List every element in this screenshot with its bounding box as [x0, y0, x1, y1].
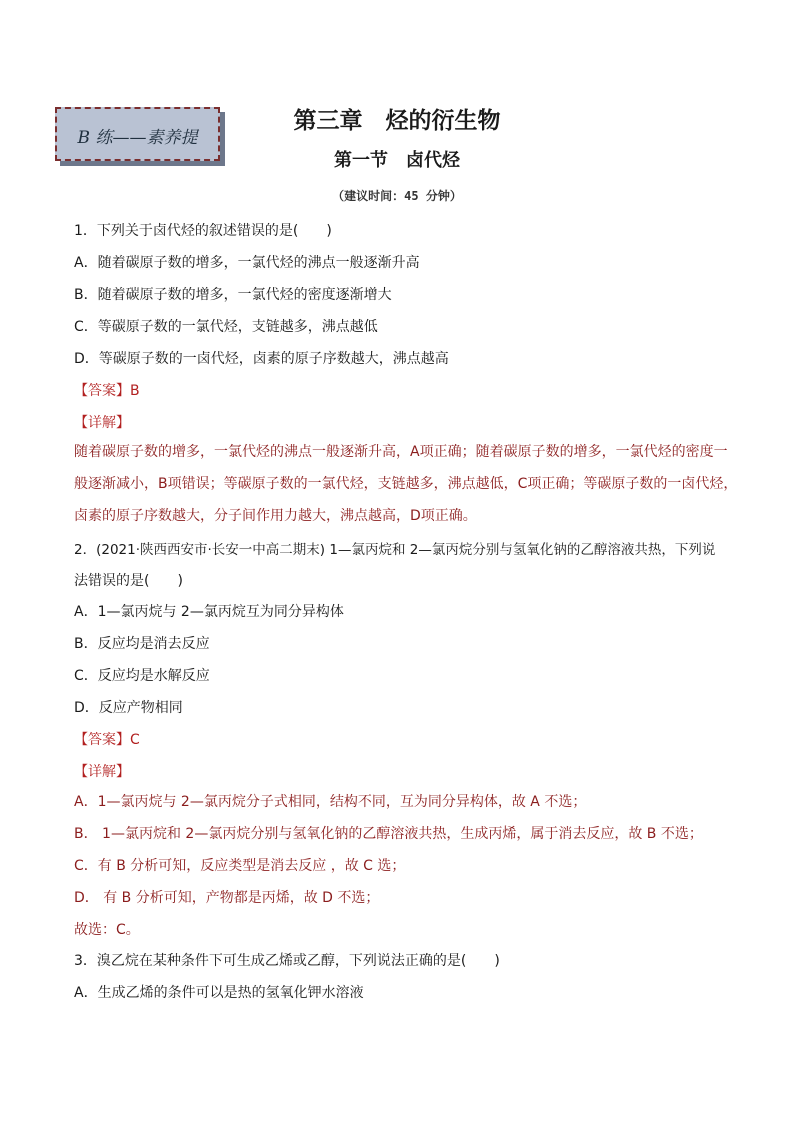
q2-option-c: C．反应均是水解反应 — [74, 668, 210, 684]
q1-explanation-line: 随着碳原子数的增多，一氯代烃的沸点一般逐渐升高，A项正确；随着碳原子数的增多，一氯代烃的密度一 — [74, 444, 728, 460]
badge-text: B 练——素养提 — [77, 128, 198, 148]
q2-option-d: D．反应产物相同 — [74, 700, 183, 716]
suggested-time: （建议时间：45 分钟） — [332, 189, 462, 203]
q1-stem: 1．下列关于卤代烃的叙述错误的是( ) — [74, 223, 332, 239]
q3-stem: 3．溴乙烷在某种条件下可生成乙烯或乙醇，下列说法正确的是( ) — [74, 953, 500, 969]
q2-answer: 【答案】C — [74, 732, 140, 748]
q2-stem-line1: 2．(2021·陕西西安市·长安一中高二期末) 1—氯丙烷和 2—氯丙烷分别与氢氧化钠的乙醇溶液共热，下列说 — [74, 542, 716, 558]
q1-option-b: B．随着碳原子数的增多，一氯代烃的密度逐渐增大 — [74, 287, 392, 303]
q2-explanation-line: C．有 B 分析可知，反应类型是消去反应 ，故 C 选； — [74, 858, 406, 874]
q2-stem-line2: 法错误的是( ) — [74, 573, 183, 589]
q2-explanation-line: A．1—氯丙烷与 2—氯丙烷分子式相同，结构不同，互为同分异构体，故 A 不选； — [74, 794, 587, 810]
q2-explanation-line: D． 有 B 分析可知，产物都是丙烯，故 D 不选； — [74, 890, 380, 906]
q1-option-a: A．随着碳原子数的增多，一氯代烃的沸点一般逐渐升高 — [74, 255, 420, 271]
q1-answer: 【答案】B — [74, 383, 140, 399]
q2-explanation-line: B． 1—氯丙烷和 2—氯丙烷分别与氢氧化钠的乙醇溶液共热，生成丙烯，属于消去反应，故 B 不选； — [74, 826, 703, 842]
section-title: 第一节 卤代烃 — [334, 150, 460, 171]
q2-explanation — [74, 786, 724, 946]
q2-option-b: B．反应均是消去反应 — [74, 636, 210, 652]
q1-detail-label: 【详解】 — [74, 415, 130, 431]
q2-explanation-line: 故选：C。 — [74, 922, 140, 938]
q1-option-d: D．等碳原子数的一卤代烃，卤素的原子序数越大，沸点越高 — [74, 351, 449, 367]
q2-option-a: A．1—氯丙烷与 2—氯丙烷互为同分异构体 — [74, 604, 344, 620]
q1-option-c: C．等碳原子数的一氯代烃，支链越多，沸点越低 — [74, 319, 378, 335]
q1-explanation-line: 般逐渐减小，B项错误；等碳原子数的一氯代烃，支链越多，沸点越低，C项正确；等碳原子数的一卤代烃， — [74, 476, 738, 492]
q2-detail-label: 【详解】 — [74, 764, 130, 780]
q1-explanation-line: 卤素的原子序数越大，分子间作用力越大，沸点越高，D项正确。 — [74, 508, 477, 524]
q1-explanation — [74, 436, 738, 532]
chapter-title: 第三章 烃的衍生物 — [293, 108, 501, 134]
q3-option-a: A．生成乙烯的条件可以是热的氢氧化钾水溶液 — [74, 985, 364, 1001]
